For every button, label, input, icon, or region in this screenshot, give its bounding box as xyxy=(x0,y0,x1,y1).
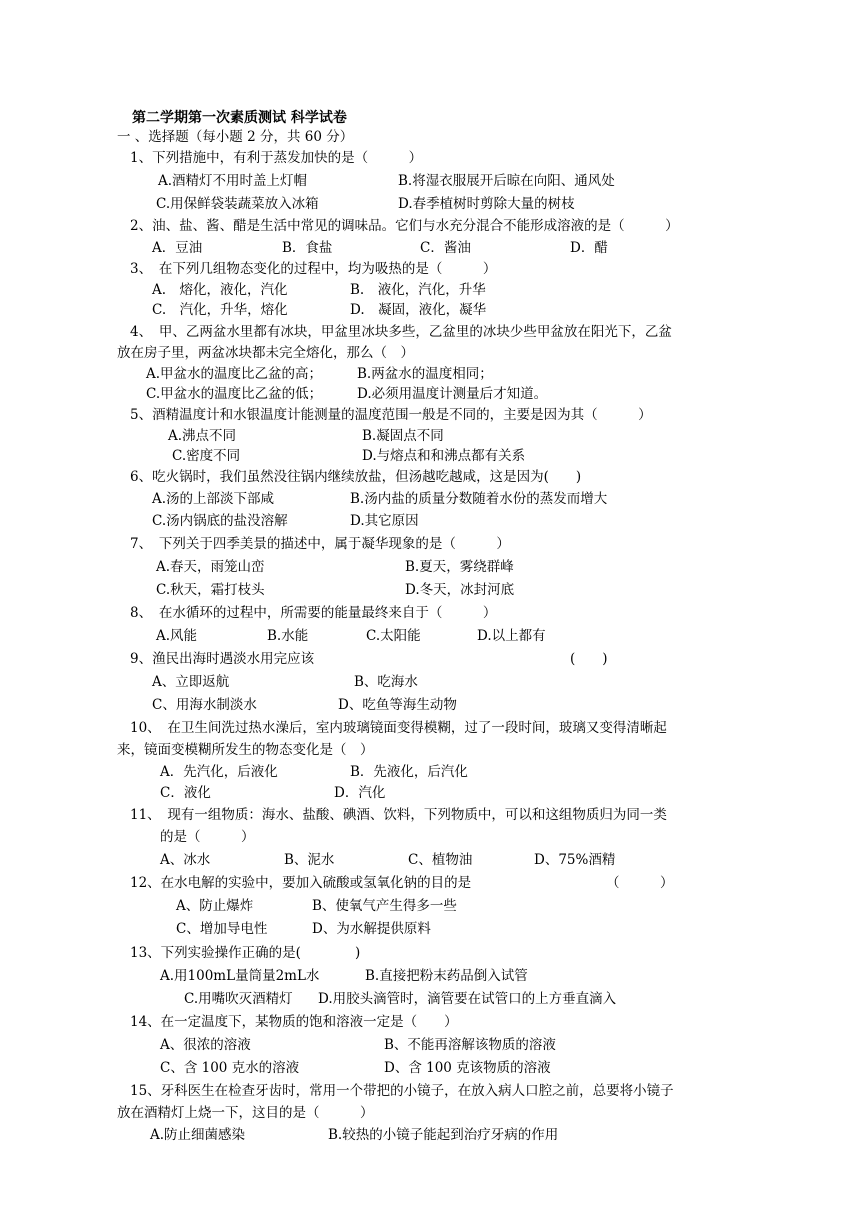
question-7-option-c: C.秋天，霜打枝头 xyxy=(156,582,265,598)
question-2-option-a: A．豆油 xyxy=(152,240,203,256)
question-9-option-b: B、吃海水 xyxy=(354,674,418,690)
question-6-stem: 6、吃火锅时，我们虽然没往锅内继续放盐，但汤越吃越咸，这是因为( ) xyxy=(130,469,582,485)
question-3-option-a: A. 熔化，液化，汽化 xyxy=(152,282,288,298)
question-11-option-a: A、冰水 xyxy=(160,852,211,868)
question-14-option-b: B、不能再溶解该物质的溶液 xyxy=(384,1037,556,1053)
question-4-option-d: D.必须用温度计测量后才知道。 xyxy=(357,386,548,402)
question-6-option-c: C.汤内锅底的盐没溶解 xyxy=(152,513,288,529)
question-8-option-a: A.风能 xyxy=(156,628,198,644)
question-10-option-b: B．先液化，后汽化 xyxy=(350,764,468,780)
question-5-option-a: A.沸点不同 xyxy=(168,428,237,444)
question-5-option-c: C.密度不同 xyxy=(172,448,241,464)
question-4-option-c: C.甲盆水的温度比乙盆的低； xyxy=(146,386,323,402)
question-10-option-c: C．液化 xyxy=(160,785,211,801)
question-1-option-d: D.春季植树时剪除大量的树枝 xyxy=(398,196,575,212)
question-14-stem: 14、在一定温度下，某物质的饱和溶液一定是（ ） xyxy=(130,1014,458,1030)
question-4-stem-line1: 4、 甲、乙两盆水里都有冰块，甲盆里冰块多些，乙盆里的冰块少些甲盆放在阳光下，乙盆 xyxy=(130,324,672,340)
question-13-option-b: B.直接把粉末药品倒入试管 xyxy=(365,968,528,984)
question-2-option-b: B．食盐 xyxy=(282,240,333,256)
question-8-option-c: C.太阳能 xyxy=(366,628,421,644)
question-15-stem-line2: 放在酒精灯上烧一下，这目的是（ ） xyxy=(117,1105,374,1121)
question-3-stem: 3、 在下列几组物态变化的过程中，均为吸热的是（ ） xyxy=(130,261,497,277)
question-4-option-a: A.甲盆水的温度比乙盆的高； xyxy=(146,366,323,382)
question-10-option-d: D．汽化 xyxy=(334,785,386,801)
question-1-option-c: C.用保鲜袋装蔬菜放入冰箱 xyxy=(156,196,319,212)
question-11-stem-line1: 11、 现有一组物质：海水、盐酸、碘酒、饮料，下列物质中，可以和这组物质归为同一类 xyxy=(130,807,667,823)
question-7-option-a: A.春天，雨笼山峦 xyxy=(156,559,265,575)
question-8-option-d: D.以上都有 xyxy=(477,628,546,644)
question-12-option-c: C、增加导电性 xyxy=(176,921,268,937)
question-14-option-c: C、含 100 克水的溶液 xyxy=(160,1060,300,1076)
question-7-option-d: D.冬天，冰封河底 xyxy=(405,582,515,598)
question-12-option-d: D、为水解提供原料 xyxy=(312,921,431,937)
question-4-stem-line2: 放在房子里，两盆冰块都未完全熔化，那么（ ） xyxy=(117,345,414,361)
question-10-stem-line1: 10、 在卫生间洗过热水澡后，室内玻璃镜面变得模糊，过了一段时间，玻璃又变得清晰起 xyxy=(130,720,667,736)
question-12-option-a: A、防止爆炸 xyxy=(176,898,254,914)
question-1-option-b: B.将湿衣服展开后晾在向阳、通风处 xyxy=(398,173,615,189)
question-11-option-b: B、泥水 xyxy=(284,852,335,868)
question-9-option-a: A、立即返航 xyxy=(152,674,230,690)
question-9-option-c: C、用海水制淡水 xyxy=(152,697,257,713)
question-8-stem: 8、 在水循环的过程中，所需要的能量最终来自于（ ） xyxy=(130,605,497,621)
question-7-option-b: B.夏天，雾绕群峰 xyxy=(405,559,514,575)
question-3-option-c: C. 汽化，升华，熔化 xyxy=(152,302,288,318)
question-2-option-d: D．醋 xyxy=(570,240,608,256)
question-13-option-a: A.用100mL量筒量2mL水 xyxy=(160,968,320,984)
question-1-option-a: A.酒精灯不用时盖上灯帽 xyxy=(158,173,308,189)
question-14-option-a: A、很浓的溶液 xyxy=(160,1037,251,1053)
question-10-stem-line2: 来，镜面变模糊所发生的物态变化是（ ） xyxy=(117,742,374,758)
question-12-option-b: B、使氧气产生得多一些 xyxy=(312,898,457,914)
question-13-stem: 13、下列实验操作正确的是( ) xyxy=(130,945,361,961)
question-1-stem: 1、下列措施中，有利于蒸发加快的是（ ） xyxy=(130,150,423,166)
question-6-option-d: D.其它原因 xyxy=(350,513,419,529)
question-4-option-b: B.两盆水的温度相同； xyxy=(357,366,493,382)
question-3-option-d: D. 凝固，液化，凝华 xyxy=(350,302,487,318)
question-2-option-c: C．酱油 xyxy=(420,240,471,256)
question-15-stem-line1: 15、牙科医生在检查牙齿时，常用一个带把的小镜子，在放入病人口腔之前，总要将小镜子 xyxy=(130,1083,674,1099)
question-12-answer-paren: （ ） xyxy=(606,875,674,891)
question-10-option-a: A．先汽化，后液化 xyxy=(160,764,278,780)
question-5-option-b: B.凝固点不同 xyxy=(362,428,444,444)
question-14-option-d: D、含 100 克该物质的溶液 xyxy=(384,1060,551,1076)
question-6-option-b: B.汤内盐的质量分数随着水份的蒸发而增大 xyxy=(350,491,608,507)
question-9-stem: 9、渔民出海时遇淡水用完应该 xyxy=(130,651,315,667)
question-11-stem-line2: 的是（ ） xyxy=(160,829,255,845)
question-13-option-d: D.用胶头滴管时，滴管要在试管口的上方垂直滴入 xyxy=(318,991,617,1007)
exam-title: 第二学期第一次素质测试 科学试卷 xyxy=(132,110,347,126)
question-6-option-a: A.汤的上部淡下部咸 xyxy=(152,491,275,507)
question-5-option-d: D.与熔点和和沸点都有关系 xyxy=(362,448,526,464)
question-11-option-c: C、植物油 xyxy=(408,852,473,868)
question-3-option-b: B. 液化，汽化，升华 xyxy=(350,282,486,298)
question-7-stem: 7、 下列关于四季美景的描述中，属于凝华现象的是（ ） xyxy=(130,536,510,552)
question-11-option-d: D、75%酒精 xyxy=(534,852,616,868)
question-8-option-b: B.水能 xyxy=(267,628,309,644)
question-9-answer-paren: ( ) xyxy=(570,651,608,667)
question-15-option-b: B.较热的小镜子能起到治疗牙病的作用 xyxy=(328,1127,559,1143)
question-15-option-a: A.防止细菌感染 xyxy=(150,1127,246,1143)
question-2-stem: 2、油、盐、酱、醋是生活中常见的调味品。它们与水充分混合不能形成溶液的是（ ） xyxy=(130,218,679,234)
question-13-option-c: C.用嘴吹灭酒精灯 xyxy=(184,991,293,1007)
section-heading: 一 、选择题（每小题 2 分，共 60 分） xyxy=(117,129,354,145)
question-12-stem: 12、在水电解的实验中，要加入硫酸或氢氧化钠的目的是 xyxy=(130,875,472,891)
question-9-option-d: D、吃鱼等海生动物 xyxy=(338,697,457,713)
question-5-stem: 5、酒精温度计和水银温度计能测量的温度范围一般是不同的，主要是因为其（ ） xyxy=(130,407,652,423)
